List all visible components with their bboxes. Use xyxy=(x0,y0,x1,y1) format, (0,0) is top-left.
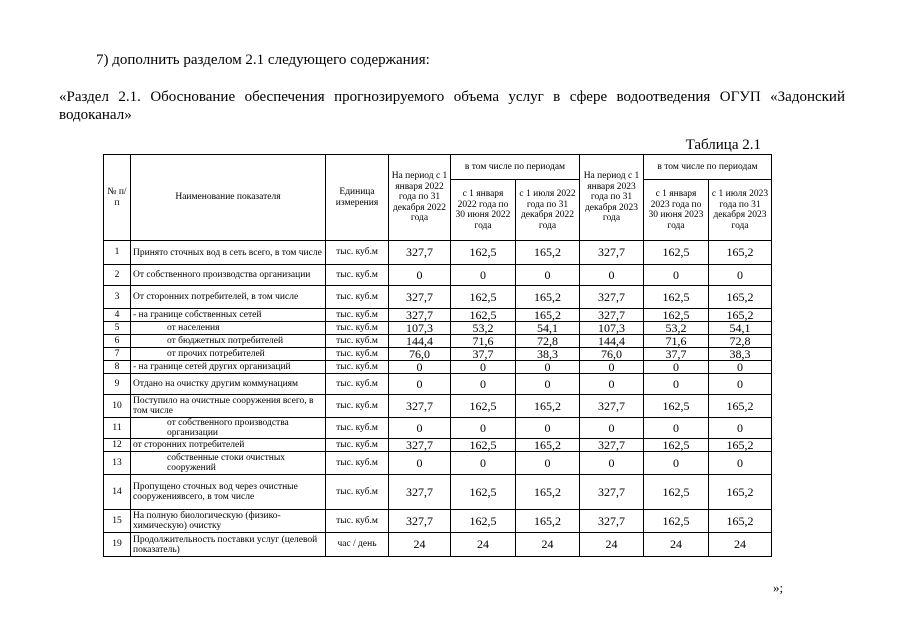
unit-cell: тыс. куб.м xyxy=(326,361,389,374)
indicator-name: от бюджетных потребителей xyxy=(131,335,326,348)
value-cell: 0 xyxy=(389,361,451,374)
value-cell: 0 xyxy=(389,265,451,286)
value-cell: 162,5 xyxy=(451,475,516,510)
value-cell: 162,5 xyxy=(451,439,516,452)
value-cell: 327,7 xyxy=(389,286,451,309)
value-cell: 24 xyxy=(516,533,580,557)
value-cell: 162,5 xyxy=(644,286,709,309)
value-cell: 0 xyxy=(451,418,516,439)
value-cell: 165,2 xyxy=(516,475,580,510)
unit-cell: тыс. куб.м xyxy=(326,395,389,418)
value-cell: 0 xyxy=(580,374,644,395)
unit-cell: тыс. куб.м xyxy=(326,335,389,348)
value-cell: 327,7 xyxy=(580,309,644,322)
value-cell: 165,2 xyxy=(709,241,772,265)
unit-cell: тыс. куб.м xyxy=(326,265,389,286)
value-cell: 0 xyxy=(451,265,516,286)
value-cell: 165,2 xyxy=(516,309,580,322)
value-cell: 0 xyxy=(580,452,644,475)
value-cell: 327,7 xyxy=(389,510,451,533)
value-cell: 162,5 xyxy=(644,309,709,322)
indicator-name: Поступило на очистные сооружения всего, в том числе xyxy=(131,395,326,418)
value-cell: 72,8 xyxy=(516,335,580,348)
value-cell: 327,7 xyxy=(580,439,644,452)
unit-cell: тыс. куб.м xyxy=(326,418,389,439)
indicator-name: От сторонних потребителей, в том числе xyxy=(131,286,326,309)
table-row xyxy=(104,309,772,322)
unit-cell: тыс. куб.м xyxy=(326,241,389,265)
value-cell: 0 xyxy=(644,452,709,475)
unit-cell: тыс. куб.м xyxy=(326,286,389,309)
table-row xyxy=(104,395,772,418)
value-cell: 327,7 xyxy=(389,241,451,265)
unit-cell: тыс. куб.м xyxy=(326,439,389,452)
value-cell: 0 xyxy=(389,374,451,395)
value-cell: 162,5 xyxy=(451,286,516,309)
table-row xyxy=(104,348,772,361)
table-row xyxy=(104,265,772,286)
unit-cell: час / день xyxy=(326,533,389,557)
value-cell: 327,7 xyxy=(389,439,451,452)
value-cell: 327,7 xyxy=(580,286,644,309)
value-cell: 162,5 xyxy=(644,395,709,418)
header-name: Наименование показателя xyxy=(131,155,326,241)
header-period-2023: На период с 1 января 2023 года по 31 декабря 2023 года xyxy=(580,155,644,241)
row-number: 8 xyxy=(104,361,131,374)
value-cell: 24 xyxy=(644,533,709,557)
value-cell: 0 xyxy=(451,361,516,374)
value-cell: 0 xyxy=(451,452,516,475)
value-cell: 0 xyxy=(644,265,709,286)
value-cell: 165,2 xyxy=(709,510,772,533)
table-row xyxy=(104,533,772,557)
value-cell: 24 xyxy=(389,533,451,557)
value-cell: 162,5 xyxy=(644,241,709,265)
row-number: 19 xyxy=(104,533,131,557)
row-number: 11 xyxy=(104,418,131,439)
header-subperiods-2022: в том числе по периодам xyxy=(451,155,580,180)
value-cell: 54,1 xyxy=(516,322,580,335)
value-cell: 0 xyxy=(644,374,709,395)
value-cell: 24 xyxy=(451,533,516,557)
value-cell: 0 xyxy=(580,265,644,286)
table-row xyxy=(104,322,772,335)
value-cell: 165,2 xyxy=(709,286,772,309)
value-cell: 0 xyxy=(644,418,709,439)
value-cell: 72,8 xyxy=(709,335,772,348)
value-cell: 107,3 xyxy=(389,322,451,335)
value-cell: 0 xyxy=(516,265,580,286)
data-table xyxy=(103,154,772,557)
value-cell: 37,7 xyxy=(451,348,516,361)
value-cell: 327,7 xyxy=(580,510,644,533)
header-unit: Единица измерения xyxy=(326,155,389,241)
table-row xyxy=(104,475,772,510)
row-number: 4 xyxy=(104,309,131,322)
header-period-2022: На период с 1 января 2022 года по 31 декабря 2022 года xyxy=(389,155,451,241)
value-cell: 162,5 xyxy=(451,241,516,265)
value-cell: 144,4 xyxy=(580,335,644,348)
value-cell: 38,3 xyxy=(516,348,580,361)
value-cell: 162,5 xyxy=(644,439,709,452)
value-cell: 165,2 xyxy=(516,439,580,452)
value-cell: 0 xyxy=(709,361,772,374)
unit-cell: тыс. куб.м xyxy=(326,322,389,335)
row-number: 1 xyxy=(104,241,131,265)
value-cell: 144,4 xyxy=(389,335,451,348)
value-cell: 71,6 xyxy=(644,335,709,348)
row-number: 12 xyxy=(104,439,131,452)
unit-cell: тыс. куб.м xyxy=(326,309,389,322)
value-cell: 165,2 xyxy=(516,395,580,418)
row-number: 14 xyxy=(104,475,131,510)
header-h1-2023: с 1 января 2023 года по 30 июня 2023 года xyxy=(644,180,709,241)
table-row xyxy=(104,361,772,374)
value-cell: 0 xyxy=(709,452,772,475)
value-cell: 162,5 xyxy=(644,475,709,510)
header-subperiods-2023: в том числе по периодам xyxy=(644,155,772,180)
value-cell: 0 xyxy=(709,265,772,286)
indicator-name: от населения xyxy=(131,322,326,335)
value-cell: 165,2 xyxy=(709,309,772,322)
value-cell: 327,7 xyxy=(389,309,451,322)
header-h2-2022: с 1 июля 2022 года по 31 декабря 2022 года xyxy=(516,180,580,241)
indicator-name: от собственного производства организации xyxy=(131,418,326,439)
value-cell: 0 xyxy=(516,452,580,475)
closing-quote: »; xyxy=(773,580,784,595)
unit-cell: тыс. куб.м xyxy=(326,348,389,361)
value-cell: 53,2 xyxy=(451,322,516,335)
row-number: 6 xyxy=(104,335,131,348)
indicator-name: - на границе собственных сетей xyxy=(131,309,326,322)
row-number: 2 xyxy=(104,265,131,286)
indicator-name: Пропущено сточных вод через очистные сооружениявсего, в том числе xyxy=(131,475,326,510)
value-cell: 0 xyxy=(389,418,451,439)
table-row xyxy=(104,452,772,475)
table-row xyxy=(104,286,772,309)
indicator-name: от прочих потребителей xyxy=(131,348,326,361)
value-cell: 53,2 xyxy=(644,322,709,335)
value-cell: 0 xyxy=(580,418,644,439)
value-cell: 327,7 xyxy=(580,475,644,510)
value-cell: 327,7 xyxy=(580,241,644,265)
value-cell: 71,6 xyxy=(451,335,516,348)
value-cell: 162,5 xyxy=(451,510,516,533)
value-cell: 0 xyxy=(709,418,772,439)
value-cell: 0 xyxy=(389,452,451,475)
table-row xyxy=(104,335,772,348)
unit-cell: тыс. куб.м xyxy=(326,475,389,510)
table-row xyxy=(104,418,772,439)
row-number: 3 xyxy=(104,286,131,309)
value-cell: 165,2 xyxy=(516,286,580,309)
row-number: 9 xyxy=(104,374,131,395)
header-h2-2023: с 1 июля 2023 года по 31 декабря 2023 года xyxy=(709,180,772,241)
row-number: 5 xyxy=(104,322,131,335)
indicator-name: собственные стоки очистных сооружений xyxy=(131,452,326,475)
value-cell: 38,3 xyxy=(709,348,772,361)
indicator-name: от сторонних потребителей xyxy=(131,439,326,452)
value-cell: 0 xyxy=(451,374,516,395)
value-cell: 24 xyxy=(709,533,772,557)
indicator-name: От собственного производства организации xyxy=(131,265,326,286)
header-h1-2022: с 1 января 2022 года по 30 июня 2022 года xyxy=(451,180,516,241)
section-title: «Раздел 2.1. Обоснование обеспечения прогнозируемого объема услуг в сфере водоотведения ОГУП «Задонский водоканал» xyxy=(59,89,845,123)
header-num: № п/п xyxy=(104,155,131,241)
value-cell: 327,7 xyxy=(389,395,451,418)
value-cell: 37,7 xyxy=(644,348,709,361)
indicator-name: Принято сточных вод в сеть всего, в том числе xyxy=(131,241,326,265)
unit-cell: тыс. куб.м xyxy=(326,452,389,475)
table-row xyxy=(104,510,772,533)
indicator-name: - на границе сетей других организаций xyxy=(131,361,326,374)
indicator-name: Отдано на очистку другим коммунациям xyxy=(131,374,326,395)
value-cell: 0 xyxy=(580,361,644,374)
value-cell: 0 xyxy=(516,374,580,395)
table-caption: Таблица 2.1 xyxy=(685,137,761,153)
value-cell: 165,2 xyxy=(709,475,772,510)
value-cell: 0 xyxy=(709,374,772,395)
value-cell: 0 xyxy=(644,361,709,374)
value-cell: 165,2 xyxy=(516,241,580,265)
value-cell: 162,5 xyxy=(644,510,709,533)
row-number: 15 xyxy=(104,510,131,533)
value-cell: 165,2 xyxy=(516,510,580,533)
value-cell: 162,5 xyxy=(451,395,516,418)
indicator-name: На полную биологическую (физико-химическую) очистку xyxy=(131,510,326,533)
table-row xyxy=(104,241,772,265)
table-row xyxy=(104,374,772,395)
value-cell: 0 xyxy=(516,361,580,374)
row-number: 10 xyxy=(104,395,131,418)
value-cell: 24 xyxy=(580,533,644,557)
value-cell: 54,1 xyxy=(709,322,772,335)
table-row xyxy=(104,439,772,452)
value-cell: 107,3 xyxy=(580,322,644,335)
unit-cell: тыс. куб.м xyxy=(326,510,389,533)
unit-cell: тыс. куб.м xyxy=(326,374,389,395)
value-cell: 327,7 xyxy=(389,475,451,510)
indicator-name: Продолжительность поставки услуг (целевой показатель) xyxy=(131,533,326,557)
value-cell: 162,5 xyxy=(451,309,516,322)
value-cell: 76,0 xyxy=(580,348,644,361)
amendment-paragraph: 7) дополнить разделом 2.1 следующего содержания: xyxy=(96,52,430,68)
value-cell: 76,0 xyxy=(389,348,451,361)
value-cell: 165,2 xyxy=(709,439,772,452)
value-cell: 0 xyxy=(516,418,580,439)
value-cell: 327,7 xyxy=(580,395,644,418)
value-cell: 165,2 xyxy=(709,395,772,418)
row-number: 13 xyxy=(104,452,131,475)
row-number: 7 xyxy=(104,348,131,361)
